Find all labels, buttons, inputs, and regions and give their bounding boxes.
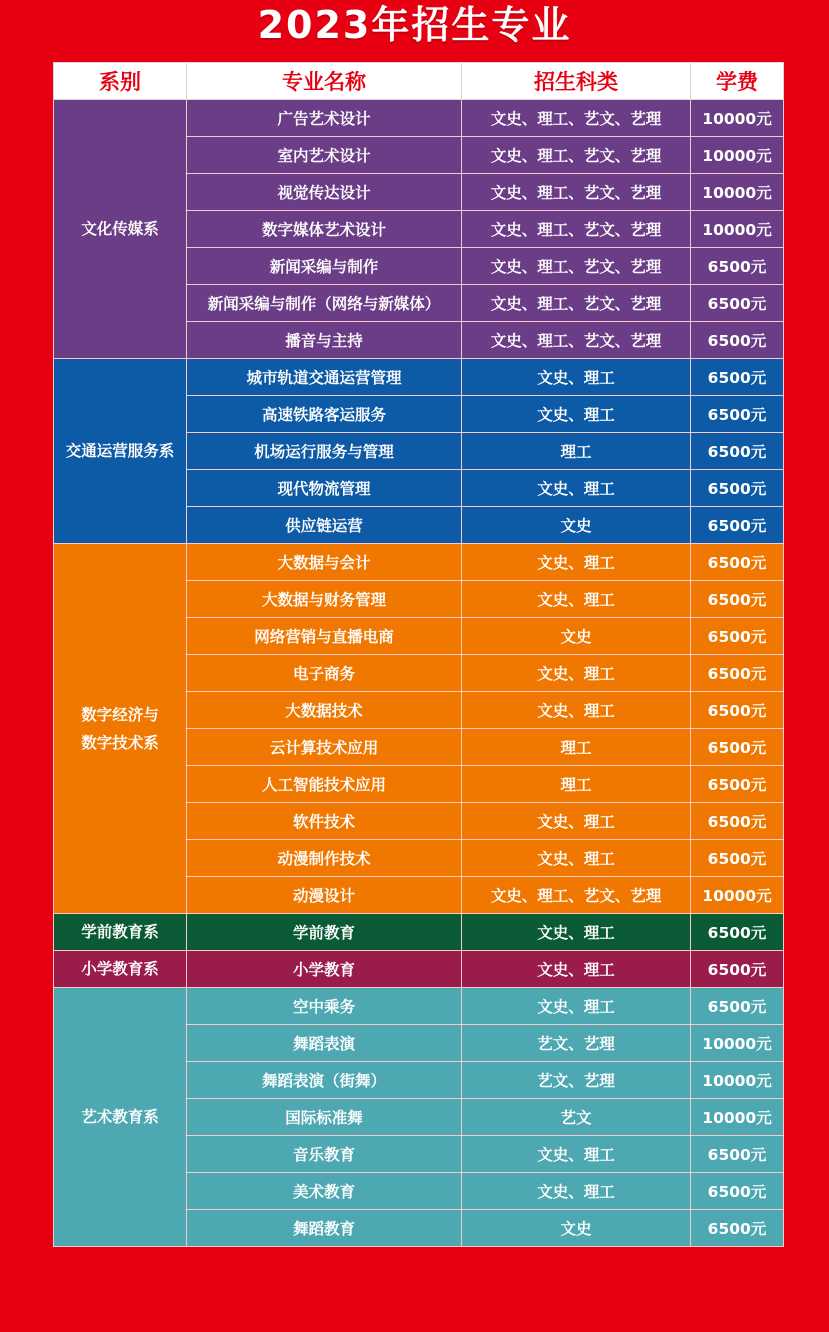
major-name-cell: 电子商务	[187, 655, 462, 692]
major-name-cell: 美术教育	[187, 1173, 462, 1210]
major-name-cell: 新闻采编与制作	[187, 248, 462, 285]
tuition-cell: 6500元	[691, 1210, 784, 1247]
major-name-cell: 数字媒体艺术设计	[187, 211, 462, 248]
major-name-cell: 广告艺术设计	[187, 100, 462, 137]
category-cell: 文史、理工、艺文、艺理	[462, 248, 691, 285]
table-row	[54, 100, 784, 137]
table-row	[54, 359, 784, 396]
category-cell: 文史、理工	[462, 988, 691, 1025]
major-name-cell: 人工智能技术应用	[187, 766, 462, 803]
category-cell: 文史、理工	[462, 840, 691, 877]
major-name-cell: 国际标准舞	[187, 1099, 462, 1136]
major-name-cell: 云计算技术应用	[187, 729, 462, 766]
tuition-cell: 10000元	[691, 211, 784, 248]
tuition-cell: 6500元	[691, 248, 784, 285]
table-row	[54, 951, 784, 988]
header-department: 系别	[54, 63, 187, 100]
table-row	[54, 544, 784, 581]
category-cell: 文史、理工、艺文、艺理	[462, 211, 691, 248]
department-cell: 学前教育系	[54, 914, 187, 951]
tuition-cell: 6500元	[691, 840, 784, 877]
major-name-cell: 新闻采编与制作（网络与新媒体）	[187, 285, 462, 322]
category-cell: 艺文、艺理	[462, 1025, 691, 1062]
tuition-cell: 10000元	[691, 100, 784, 137]
tuition-cell: 6500元	[691, 766, 784, 803]
category-cell: 文史	[462, 618, 691, 655]
tuition-cell: 6500元	[691, 581, 784, 618]
tuition-cell: 6500元	[691, 507, 784, 544]
major-name-cell: 供应链运营	[187, 507, 462, 544]
major-name-cell: 城市轨道交通运营管理	[187, 359, 462, 396]
major-name-cell: 现代物流管理	[187, 470, 462, 507]
tuition-cell: 10000元	[691, 877, 784, 914]
page-title: 2023年招生专业	[257, 3, 572, 47]
header-category: 招生科类	[462, 63, 691, 100]
major-name-cell: 室内艺术设计	[187, 137, 462, 174]
department-cell: 文化传媒系	[54, 100, 187, 359]
tuition-cell: 6500元	[691, 544, 784, 581]
major-name-cell: 高速铁路客运服务	[187, 396, 462, 433]
major-name-cell: 舞蹈教育	[187, 1210, 462, 1247]
tuition-cell: 6500元	[691, 433, 784, 470]
major-name-cell: 大数据与会计	[187, 544, 462, 581]
major-name-cell: 空中乘务	[187, 988, 462, 1025]
major-name-cell: 音乐教育	[187, 1136, 462, 1173]
category-cell: 文史、理工	[462, 803, 691, 840]
tuition-cell: 6500元	[691, 951, 784, 988]
category-cell: 理工	[462, 729, 691, 766]
category-cell: 文史、理工	[462, 581, 691, 618]
tuition-cell: 10000元	[691, 1062, 784, 1099]
tuition-cell: 6500元	[691, 729, 784, 766]
header-row	[54, 63, 784, 100]
category-cell: 理工	[462, 766, 691, 803]
tuition-cell: 10000元	[691, 1099, 784, 1136]
category-cell: 文史、理工、艺文、艺理	[462, 322, 691, 359]
category-cell: 文史	[462, 1210, 691, 1247]
major-name-cell: 软件技术	[187, 803, 462, 840]
category-cell: 文史	[462, 507, 691, 544]
table-row	[54, 988, 784, 1025]
major-name-cell: 网络营销与直播电商	[187, 618, 462, 655]
category-cell: 文史、理工	[462, 1136, 691, 1173]
category-cell: 文史、理工、艺文、艺理	[462, 100, 691, 137]
tuition-cell: 6500元	[691, 1136, 784, 1173]
department-cell: 艺术教育系	[54, 988, 187, 1247]
category-cell: 文史、理工、艺文、艺理	[462, 285, 691, 322]
category-cell: 文史、理工	[462, 951, 691, 988]
department-cell: 数字经济与 数字技术系	[54, 544, 187, 914]
major-name-cell: 播音与主持	[187, 322, 462, 359]
major-name-cell: 动漫制作技术	[187, 840, 462, 877]
category-cell: 理工	[462, 433, 691, 470]
major-name-cell: 大数据技术	[187, 692, 462, 729]
category-cell: 文史、理工	[462, 470, 691, 507]
category-cell: 文史、理工、艺文、艺理	[462, 137, 691, 174]
tuition-cell: 6500元	[691, 988, 784, 1025]
tuition-cell: 6500元	[691, 914, 784, 951]
table-row	[54, 914, 784, 951]
category-cell: 文史、理工	[462, 1173, 691, 1210]
major-name-cell: 舞蹈表演	[187, 1025, 462, 1062]
category-cell: 文史、理工	[462, 692, 691, 729]
tuition-cell: 6500元	[691, 470, 784, 507]
tuition-cell: 6500元	[691, 396, 784, 433]
tuition-cell: 6500元	[691, 1173, 784, 1210]
category-cell: 文史、理工、艺文、艺理	[462, 877, 691, 914]
tuition-cell: 10000元	[691, 1025, 784, 1062]
category-cell: 文史、理工、艺文、艺理	[462, 174, 691, 211]
tuition-cell: 6500元	[691, 655, 784, 692]
category-cell: 文史、理工	[462, 655, 691, 692]
major-name-cell: 机场运行服务与管理	[187, 433, 462, 470]
major-name-cell: 动漫设计	[187, 877, 462, 914]
category-cell: 艺文	[462, 1099, 691, 1136]
tuition-cell: 6500元	[691, 322, 784, 359]
tuition-cell: 6500元	[691, 359, 784, 396]
tuition-cell: 6500元	[691, 692, 784, 729]
category-cell: 艺文、艺理	[462, 1062, 691, 1099]
majors-table	[53, 62, 784, 1247]
major-name-cell: 学前教育	[187, 914, 462, 951]
major-name-cell: 舞蹈表演（街舞）	[187, 1062, 462, 1099]
category-cell: 文史、理工	[462, 914, 691, 951]
header-major-name: 专业名称	[187, 63, 462, 100]
department-cell: 交通运营服务系	[54, 359, 187, 544]
tuition-cell: 10000元	[691, 137, 784, 174]
category-cell: 文史、理工	[462, 396, 691, 433]
tuition-cell: 10000元	[691, 174, 784, 211]
category-cell: 文史、理工	[462, 359, 691, 396]
tuition-cell: 6500元	[691, 803, 784, 840]
header-tuition: 学费	[691, 63, 784, 100]
category-cell: 文史、理工	[462, 544, 691, 581]
tuition-cell: 6500元	[691, 285, 784, 322]
tuition-cell: 6500元	[691, 618, 784, 655]
department-cell: 小学教育系	[54, 951, 187, 988]
major-name-cell: 小学教育	[187, 951, 462, 988]
major-name-cell: 视觉传达设计	[187, 174, 462, 211]
major-name-cell: 大数据与财务管理	[187, 581, 462, 618]
